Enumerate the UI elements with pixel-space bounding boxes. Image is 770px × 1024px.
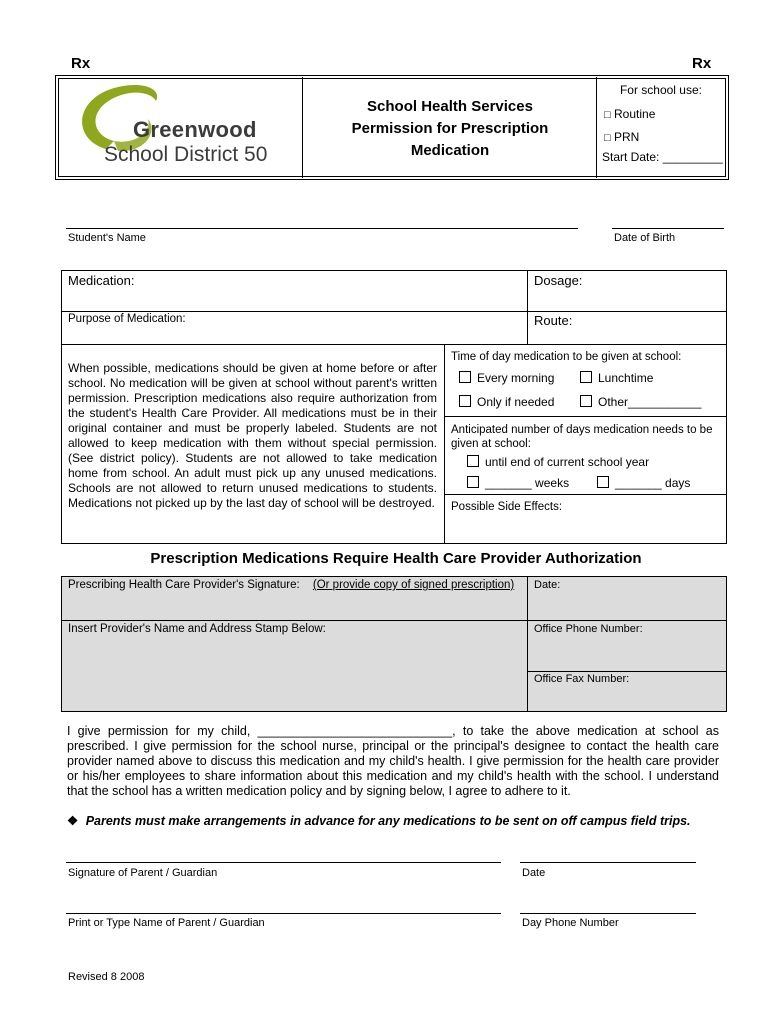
purpose-field[interactable]: Purpose of Medication: [68,313,186,325]
routine-checkbox-icon[interactable]: □ [604,109,611,121]
header-divider-right [596,77,597,178]
permission-text: I give permission for my child, ____________________________, to take the above medication at school as prescribed. I give permission for the school nurse, principal or the principal's designee to contact the health care provider named above to discuss this medication and my child's health. I give permission for the health care provider or his/her employees to share information about this medication and my child's health with the school. I understand that the school has a written medication policy and by signing below, I agree to adhere to it. [67,724,719,798]
lunchtime-option[interactable] [580,371,653,385]
rx-left-label: Rx [71,55,91,72]
prn-checkbox-icon[interactable]: □ [604,132,611,144]
logo-text-line1: Greenwood [133,117,257,142]
every-morning-label: Every morning [477,371,555,385]
rx-right-label: Rx [692,55,712,72]
time-of-day-heading: Time of day medication to be given at school: [451,351,682,363]
parent-name-label: Print or Type Name of Parent / Guardian [68,917,265,929]
field-trip-note-text: Parents must make arrangements in advance for any medications to be sent on off campus field trips. [85,814,691,828]
grid-row1-divider [61,311,727,312]
grid-row2-divider [61,344,727,345]
only-if-needed-checkbox-icon[interactable] [459,395,471,407]
provider-phone-fax-divider [527,671,727,672]
only-if-needed-option[interactable] [459,395,554,409]
office-fax-field[interactable]: Office Fax Number: [534,673,630,685]
time-days-divider [444,416,727,417]
student-name-line[interactable] [66,228,578,229]
every-morning-option[interactable] [459,371,554,385]
signature-date-label: Date [522,867,546,879]
provider-grid [61,576,727,712]
days-checkbox-icon[interactable] [597,476,609,488]
field-trip-note [67,813,691,828]
lunchtime-label: Lunchtime [598,371,654,385]
student-name-label: Student's Name [68,232,146,244]
until-end-checkbox-icon[interactable] [467,455,479,467]
parent-signature-label: Signature of Parent / Guardian [68,867,218,879]
other-checkbox-icon[interactable] [580,395,592,407]
dosage-field[interactable]: Dosage: [534,273,583,288]
signature-date-line[interactable] [520,862,696,863]
dob-line[interactable] [612,228,724,229]
header-title [305,96,595,162]
days-sideeffects-divider [444,494,727,495]
district-logo [66,79,298,175]
prn-option[interactable] [600,130,726,144]
routine-label: Routine [614,107,656,121]
route-field[interactable]: Route: [534,313,573,328]
provider-section-title: Prescription Medications Require Health Care Provider Authorization [150,550,642,567]
other-label: Other___________ [598,395,702,409]
until-end-label: until end of current school year [485,455,650,469]
day-phone-line[interactable] [520,913,696,914]
medication-field[interactable]: Medication: [68,273,135,288]
policy-text: When possible, medications should be given at home before or after school. No medication will be given at school without parent's written permission. Prescription medications also require authorization from the student's Health Care Provider. All medications must be in their original container and must be properly labeled. Students are not allowed to keep medication with them without special permission. (See district policy). Students are not allowed to take medication home from school. An adult must pick up any unused medications. Schools are not allowed to return unused medications to students. Medications not picked up by the last day of school will be destroyed. [68,361,437,510]
diamond-bullet-icon: ❖ [67,814,79,828]
office-phone-field[interactable]: Office Phone Number: [534,623,643,635]
school-use-panel [600,79,726,164]
school-use-heading: For school use: [619,83,702,97]
routine-option[interactable] [600,107,726,121]
revision-footer: Revised 8 2008 [68,971,145,983]
weeks-label: _______ weeks [485,476,570,490]
provider-row1-divider [61,620,727,621]
header-title-line1: School Health Services [367,98,533,115]
dob-label: Date of Birth [614,232,676,244]
grid-col-divider-top [527,270,528,344]
day-phone-label: Day Phone Number [522,917,619,929]
prn-label: PRN [614,130,640,144]
every-morning-checkbox-icon[interactable] [459,371,471,383]
days-heading: Anticipated number of days medication needs to be given at school: [451,424,713,450]
grid-col-divider-bottom [444,344,445,544]
parent-name-line[interactable] [66,913,501,914]
header-divider-left [302,77,303,178]
logo-text-line2: School District 50 [104,143,268,166]
weeks-checkbox-icon[interactable] [467,476,479,488]
weeks-option[interactable] [467,476,569,490]
provider-stamp-field[interactable]: Insert Provider's Name and Address Stamp Below: [68,623,326,635]
provider-date-field[interactable]: Date: [534,579,561,591]
days-label: _______ days [615,476,691,490]
header-title-line2: Permission for Prescription [351,120,549,137]
lunchtime-checkbox-icon[interactable] [580,371,592,383]
parent-signature-line[interactable] [66,862,501,863]
header-title-line3: Medication [410,142,490,159]
other-option[interactable] [580,395,701,409]
start-date-field[interactable]: Start Date: _________ [602,150,723,164]
only-if-needed-label: Only if needed [477,395,555,409]
until-end-option[interactable] [467,455,649,469]
provider-signature-note: (Or provide copy of signed prescription) [312,579,515,591]
provider-col-divider [527,576,528,712]
side-effects-field[interactable]: Possible Side Effects: [451,501,563,513]
provider-signature-label: Prescribing Health Care Provider's Signature: [68,579,300,591]
provider-signature-field[interactable] [68,579,514,591]
days-option[interactable] [597,476,690,490]
